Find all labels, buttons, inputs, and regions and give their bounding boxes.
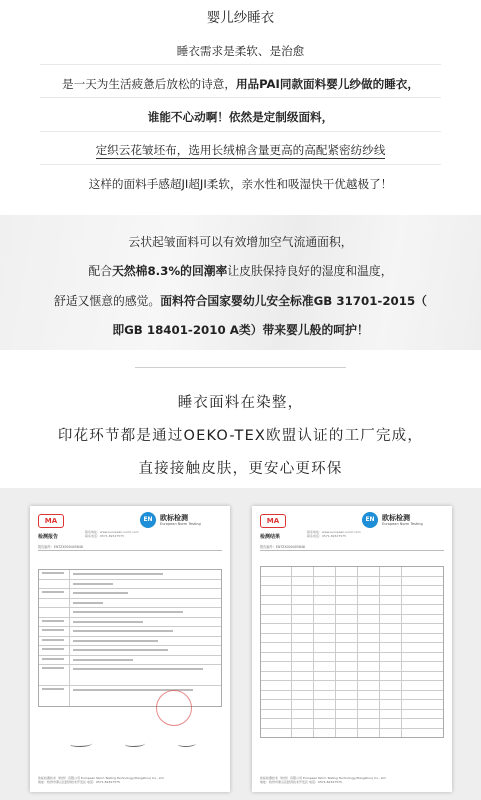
ent-logo-icon: EN (140, 512, 156, 528)
cma-mark: MA (38, 514, 64, 528)
footer-line: 欧标检测技术（杭州）有限公司 European Norm Testing Technology(Hangzhou) Co., Ltd (38, 776, 164, 780)
fabric-line-2 (0, 264, 481, 278)
test-result-sheet (252, 506, 452, 792)
lab-brand-en: European Norm Testing (160, 522, 201, 526)
signature (178, 741, 196, 747)
intro-line-2-bold: 用品PAI同款面料婴儿纱做的睡衣， (235, 77, 419, 91)
fabric-section (0, 215, 481, 350)
ent-logo-icon: EN (362, 512, 378, 528)
divider (40, 64, 441, 65)
lab-address (85, 530, 139, 538)
official-seal (156, 690, 192, 726)
fabric-line-2-a: 配合 (88, 264, 113, 278)
intro-line-4 (0, 143, 481, 157)
result-title: 检测结果 (260, 534, 281, 540)
intro-line-4-text: 定织云花皱坯布，选用长绒棉含量更高的高配紧密纺纱线 (95, 143, 386, 157)
footer-line: 地址：杭州市萧山区经济技术开发区 电话：0571-82327575 (38, 780, 120, 784)
address-line: 联系地址：www.european-norm.com (85, 530, 139, 534)
fabric-line-1: 云状起皱面料可以有效增加空气流通面积， (128, 235, 353, 249)
intro-line-3: 谁能不心动啊！依然是定制级面料， (147, 110, 334, 124)
address-line: 联系电话：0571-82327575 (85, 534, 124, 538)
lab-brand: 欧标检测 (382, 514, 410, 522)
report-number: 报告编号：ENTZX000405848 (38, 545, 83, 549)
signature (70, 741, 92, 747)
address-line: 联系地址：www.european-norm.com (307, 530, 361, 534)
report-table (38, 569, 222, 707)
divider (40, 164, 441, 165)
report-number: 报告编号：ENTZX000405848 (260, 545, 305, 549)
section-title: 婴儿纱睡衣 (206, 10, 275, 26)
rule (260, 550, 444, 551)
fabric-line-3-bold: 面料符合国家婴幼儿安全标准GB 31701-2015（ (160, 294, 427, 308)
dyeing-line-1: 睡衣面料在染整， (177, 395, 304, 411)
footer-line: 欧标检测技术（杭州）有限公司 European Norm Testing Technology(Hangzhou) Co., Ltd (260, 776, 386, 780)
divider (40, 131, 441, 132)
lab-brand: 欧标检测 (160, 514, 188, 522)
fabric-line-3-a: 舒适又惬意的感觉。 (54, 294, 161, 308)
cma-mark: MA (260, 514, 286, 528)
test-report-sheet (30, 506, 230, 792)
intro-line-2 (0, 77, 481, 91)
dyeing-line-3: 直接接触皮肤，更安心更环保 (138, 461, 343, 477)
fabric-line-2-bold: 天然棉8.3%的回潮率 (112, 264, 228, 278)
fabric-line-3 (0, 294, 481, 308)
footer-line: 地址：杭州市萧山区经济技术开发区 电话：0571-82327575 (260, 780, 342, 784)
address-line: 联系电话：0571-82327575 (307, 534, 346, 538)
fabric-line-2-b: 让皮肤保持良好的湿度和温度， (227, 264, 393, 278)
lab-brand-en: European Norm Testing (382, 522, 423, 526)
report-title: 检测报告 (38, 534, 59, 540)
intro-section (0, 0, 481, 215)
intro-line-2-text: 是一天为生活疲惫后放松的诗意， (62, 77, 236, 91)
report-footer (260, 776, 444, 784)
lab-address (307, 530, 361, 538)
intro-line-5: 这样的面料手感超JI超JI柔软，亲水性和吸湿快干优越极了！ (88, 177, 393, 191)
rule (38, 550, 222, 551)
fabric-line-4: 即GB 18401-2010 A类）带来婴儿般的呵护！ (112, 323, 369, 337)
signature (125, 741, 145, 747)
result-table (260, 566, 444, 738)
report-footer (38, 776, 222, 784)
divider (40, 97, 441, 98)
dyeing-line-2: 印花环节都是通过OEKO-TEX欧盟认证的工厂完成， (57, 428, 424, 444)
separator-line (135, 367, 346, 368)
intro-line-1: 睡衣需求是柔软、是治愈 (176, 44, 305, 58)
